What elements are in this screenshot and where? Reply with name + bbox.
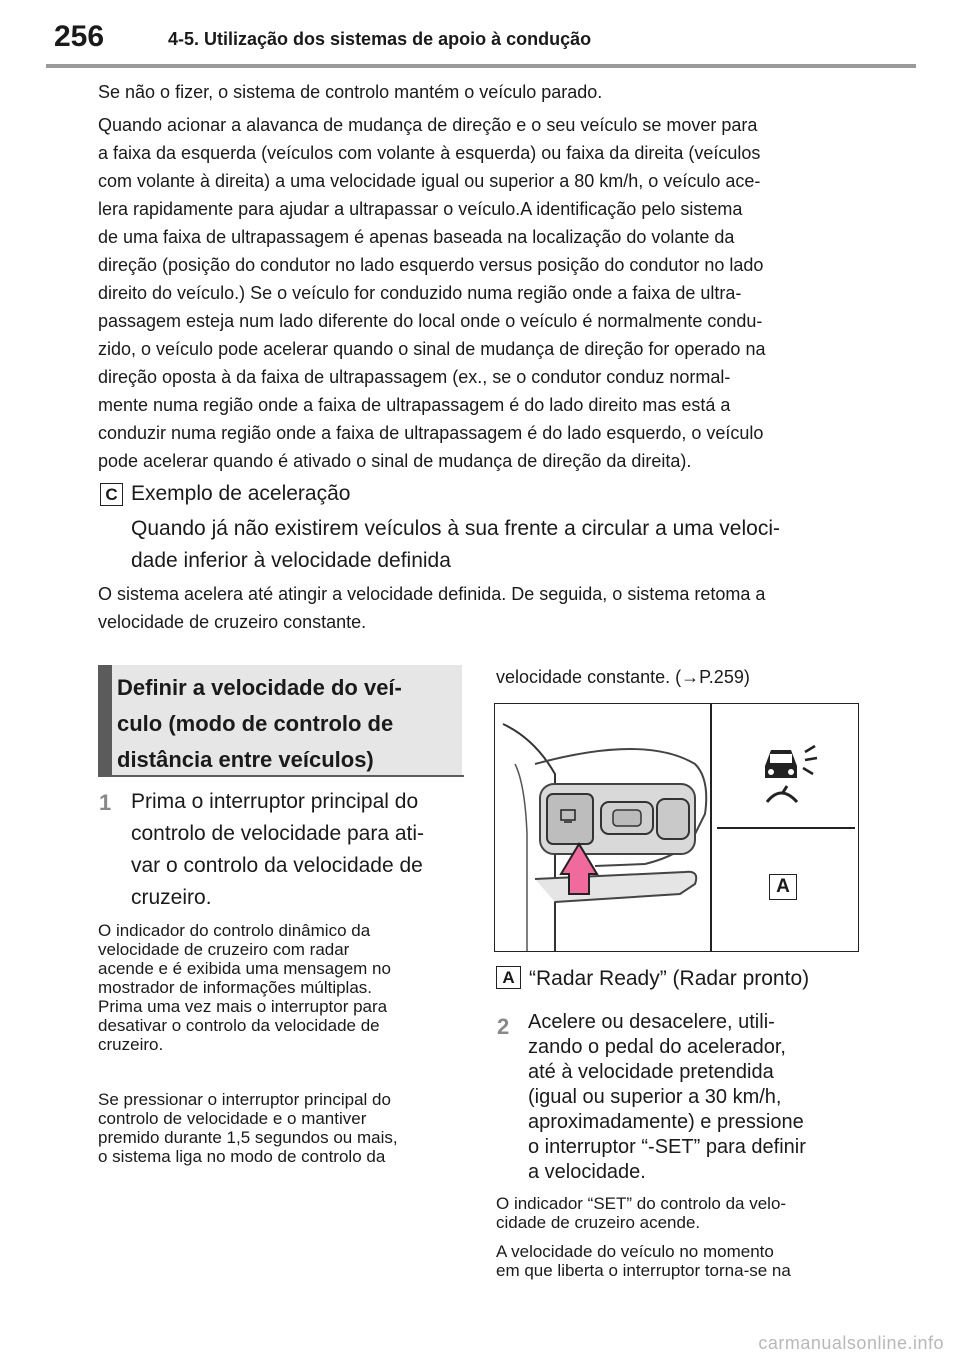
text-line: zido, o veículo pode acelerar quando o sinal de mudança de direção for operado na: [98, 339, 766, 359]
text-line: com volante à direita) a uma velocidade igual ou superior a 80 km/h, o veículo ace-: [98, 171, 761, 191]
text-line: mente numa região onde a faixa de ultrapassagem é do lado direito mas está a: [98, 395, 731, 415]
text-line: dade inferior à velocidade definida: [131, 549, 451, 572]
step-2-text: [528, 1010, 806, 1185]
text-line: o interruptor “-SET” para definir: [528, 1136, 806, 1158]
text-line: o sistema liga no modo de controlo da: [98, 1147, 386, 1166]
c-label: C: [100, 483, 123, 506]
text-line: (igual ou superior a 30 km/h,: [528, 1086, 782, 1108]
text-line: acende e é exibida uma mensagem no: [98, 959, 391, 978]
chapter-title: 4-5. Utilização dos sistemas de apoio à condução: [168, 29, 592, 49]
step-1-number: 1: [99, 790, 112, 815]
text-line: Prima uma vez mais o interruptor para: [98, 997, 388, 1016]
figure-label-a: A: [769, 874, 797, 900]
text-line: O sistema acelera até atingir a velocidade definida. De seguida, o sistema retoma a: [98, 584, 766, 604]
text-line: cidade de cruzeiro acende.: [496, 1213, 701, 1232]
text-line: Quando já não existirem veículos à sua frente a circular a uma veloci-: [131, 517, 780, 540]
text-line: distância entre veículos): [117, 747, 374, 772]
text-line: pode acelerar quando é ativado o sinal de mudança de direção da direita).: [98, 451, 692, 471]
step-2-number: 2: [497, 1014, 510, 1039]
text-line: premido durante 1,5 segundos ou mais,: [98, 1128, 398, 1147]
figure-label-a-box: [769, 874, 797, 900]
text-line: direção (posição do condutor no lado esquerdo versus posição do condutor no lado: [98, 255, 764, 275]
text-line: a faixa da esquerda (veículos com volante à esquerda) ou faixa da direita (veículos: [98, 143, 761, 163]
text-line: desativar o controlo da velocidade de: [98, 1016, 380, 1035]
c-heading: Exemplo de aceleração: [131, 482, 351, 505]
text-line: O indicador “SET” do controlo da velo-: [496, 1194, 787, 1213]
text-line: a velocidade.: [528, 1161, 646, 1183]
note-4: [496, 1242, 791, 1280]
text-line: passagem esteja num lado diferente do local onde o veículo é normalmente condu-: [98, 311, 763, 331]
text-line: Prima o interruptor principal do: [131, 790, 419, 813]
text-line: velocidade de cruzeiro constante.: [98, 612, 367, 632]
text-line: Acelere ou desacelere, utili-: [528, 1011, 775, 1033]
text-line: lera rapidamente para ajudar a ultrapassar o veículo.A identificação pelo sistema: [98, 199, 743, 219]
text-line: até à velocidade pretendida: [528, 1061, 774, 1083]
paragraph-1: Se não o fizer, o sistema de controlo mantém o veículo parado.: [98, 82, 603, 102]
watermark: carmanualsonline.info: [758, 1333, 944, 1353]
text-line: aproximadamente) e pressione: [528, 1111, 804, 1133]
text-line: A velocidade do veículo no momento: [496, 1242, 774, 1261]
text-line: Se pressionar o interruptor principal do: [98, 1090, 391, 1109]
text-line: de uma faixa de ultrapassagem é apenas baseada na localização do volante da: [98, 227, 735, 247]
text-line: cruzeiro.: [98, 1035, 164, 1054]
c-label-box: [100, 483, 123, 506]
text-line: zando o pedal do acelerador,: [528, 1036, 786, 1058]
text-line: velocidade de cruzeiro com radar: [98, 940, 350, 959]
text-line: controlo de velocidade e o mantiver: [98, 1109, 367, 1128]
c-subheading: [131, 513, 780, 577]
paragraph-2: [98, 111, 878, 475]
text-line: controlo de velocidade para ati-: [131, 822, 425, 845]
page-number: 256: [54, 20, 105, 53]
text-line: conduzir numa região onde a faixa de ultrapassagem é do lado esquerdo, o veículo: [98, 423, 764, 443]
text-line: em que liberta o interruptor torna-se na: [496, 1261, 791, 1280]
caption-a-box: [496, 966, 521, 989]
radar-cruise-icon: [765, 746, 817, 802]
text-line: culo (modo de controlo de: [117, 711, 394, 736]
text-line: direção oposta à da faixa de ultrapassagem (ex., se o condutor conduz normal-: [98, 367, 731, 387]
text-line: mostrador de informações múltiplas.: [98, 978, 373, 997]
caption-a-label: A: [496, 966, 521, 989]
note-2: [98, 1090, 398, 1166]
header-rule: [46, 64, 916, 68]
caption-a-text: “Radar Ready” (Radar pronto): [529, 967, 810, 990]
note-1: [98, 921, 391, 1054]
steering-switch-illustration: [495, 704, 859, 952]
text-line: Definir a velocidade do veí-: [117, 675, 402, 700]
text-line: direito do veículo.) Se o veículo for conduzido numa região onde a faixa de ultra-: [98, 283, 742, 303]
steering-wheel-figure: [494, 703, 859, 952]
step-1-text: [131, 786, 424, 914]
text-line: Quando acionar a alavanca de mudança de direção e o seu veículo se mover para: [98, 115, 758, 135]
text-line: O indicador do controlo dinâmico da: [98, 921, 371, 940]
text-line: cruzeiro.: [131, 886, 212, 909]
note-3: [496, 1194, 786, 1232]
paragraph-3: [98, 580, 765, 636]
section-heading: [117, 670, 457, 778]
continuation-line: velocidade constante. (→P.259): [496, 667, 750, 687]
text-line: var o controlo da velocidade de: [131, 854, 423, 877]
